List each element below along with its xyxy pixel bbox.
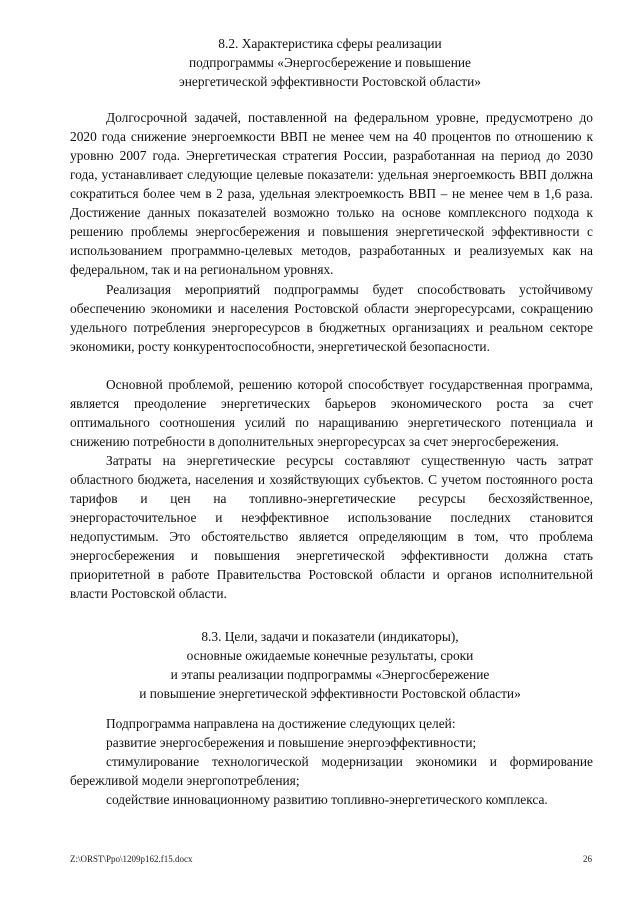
paragraph: стимулирование технологической модернизации экономики и формирование бережливой модели энергопотребления; <box>70 754 593 789</box>
paragraph: содействие инновационному развитию топливно-энергетического комплекса. <box>106 792 548 807</box>
section-8-2-heading <box>70 34 590 91</box>
heading-line: 8.2. Характеристика сферы реализации <box>218 36 442 51</box>
heading-line: основные ожидаемые конечные результаты, сроки <box>186 648 474 663</box>
page-number: 26 <box>583 854 592 864</box>
section-8-3-heading <box>70 627 590 703</box>
paragraph: Подпрограмма направлена на достижение следующих целей: <box>106 716 456 731</box>
heading-line: подпрограммы «Энергосбережение и повышение <box>189 55 471 70</box>
heading-line: и этапы реализации подпрограммы «Энергосбережение <box>170 667 490 682</box>
paragraph: Реализация мероприятий подпрограммы будет способствовать устойчивому обеспечению экономики и населения Ростовской области энергоресурсами, сокращению удельного потребления энергоресурсов в бюджетных организациях и реальном секторе экономики, росту конкурентоспособности, энергетической безопасности. <box>70 282 593 355</box>
paragraph: Долгосрочной задачей, поставленной на федеральном уровне, предусмотрено до 2020 года снижение энергоемкости ВВП не менее чем на 40 процентов по отношению к уровню 2007 года. Энергетическая стратегия России, разработанная на период до 2030 года, устанавливает следующие целевые показатели: удельная энергоемкость ВВП должна сократиться более чем в 2 раза, удельная электроемкость ВВП – не менее чем в 1,6 раза. Достижение данных показателей возможно только на основе комплексного подхода к решению проблемы энергосбережения и повышения энергетической эффективности с использованием программно-целевых методов, разработанных и реализуемых как на федеральном, так и на региональном уровнях. <box>70 110 593 278</box>
paragraph: развитие энергосбережения и повышение энергоэффективности; <box>106 735 477 750</box>
heading-line: 8.3. Цели, задачи и показатели (индикаторы), <box>201 629 459 644</box>
footer-file-path: Z:\ORST\Ppo\1209p162.f15.docx <box>70 854 193 864</box>
paragraph: Основной проблемой, решению которой способствует государственная программа, является преодоление энергетических барьеров экономического роста за счет оптимального соотношения усилий по наращиванию энергетического потенциала и снижению потребности в дополнительных энергоресурсах за счет энергосбережения. <box>70 377 593 450</box>
paragraph: Затраты на энергетические ресурсы составляют существенную часть затрат областного бюджета, населения и хозяйствующих субъектов. С учетом постоянного роста тарифов и цен на топливно-энергетические ресурсы бесхозяйственное, энергорасточительное и неэффективное использование последних становится недопустимым. Это обстоятельство является определяющим в том, что проблема энергосбережения и повышения энергетической эффективности должна стать приоритетной в работе Правительства Ростовской области и органов исполнительной власти Ростовской области. <box>70 453 593 602</box>
heading-line: и повышение энергетической эффективности Ростовской области» <box>139 686 521 701</box>
heading-line: энергетической эффективности Ростовской области» <box>178 74 481 89</box>
